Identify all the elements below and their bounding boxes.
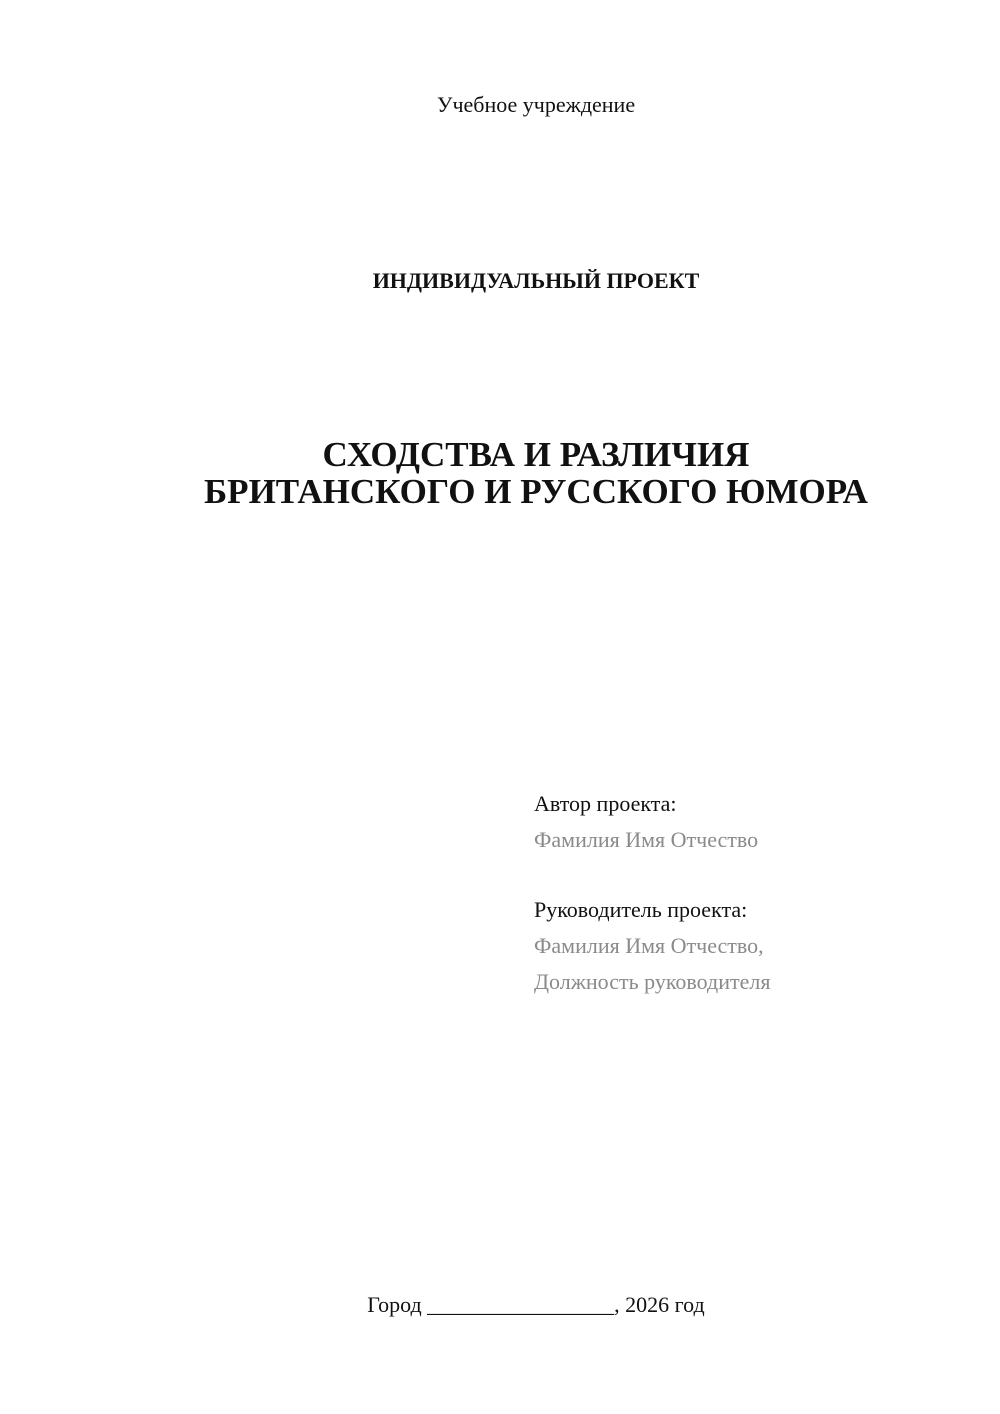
supervisor-label: Руководитель проекта: xyxy=(534,897,748,922)
supervisor-block xyxy=(534,892,974,1000)
author-name-placeholder: Фамилия Имя Отчество xyxy=(534,827,759,852)
author-label: Автор проекта: xyxy=(534,791,677,816)
institution-name: Учебное учреждение xyxy=(436,92,636,117)
city-year-line: Город _________________, 2026 год xyxy=(367,1292,705,1317)
project-title xyxy=(0,436,1000,510)
supervisor-name-placeholder: Фамилия Имя Отчество, xyxy=(534,933,764,958)
project-title-line-1: СХОДСТВА И РАЗЛИЧИЯ xyxy=(322,435,750,474)
supervisor-position-placeholder: Должность руководителя xyxy=(534,969,771,994)
project-title-line-2: БРИТАНСКОГО И РУССКОГО ЮМОРА xyxy=(204,472,868,511)
author-block xyxy=(534,786,974,858)
document-type-heading: ИНДИВИДУАЛЬНЫЙ ПРОЕКТ xyxy=(372,268,700,293)
